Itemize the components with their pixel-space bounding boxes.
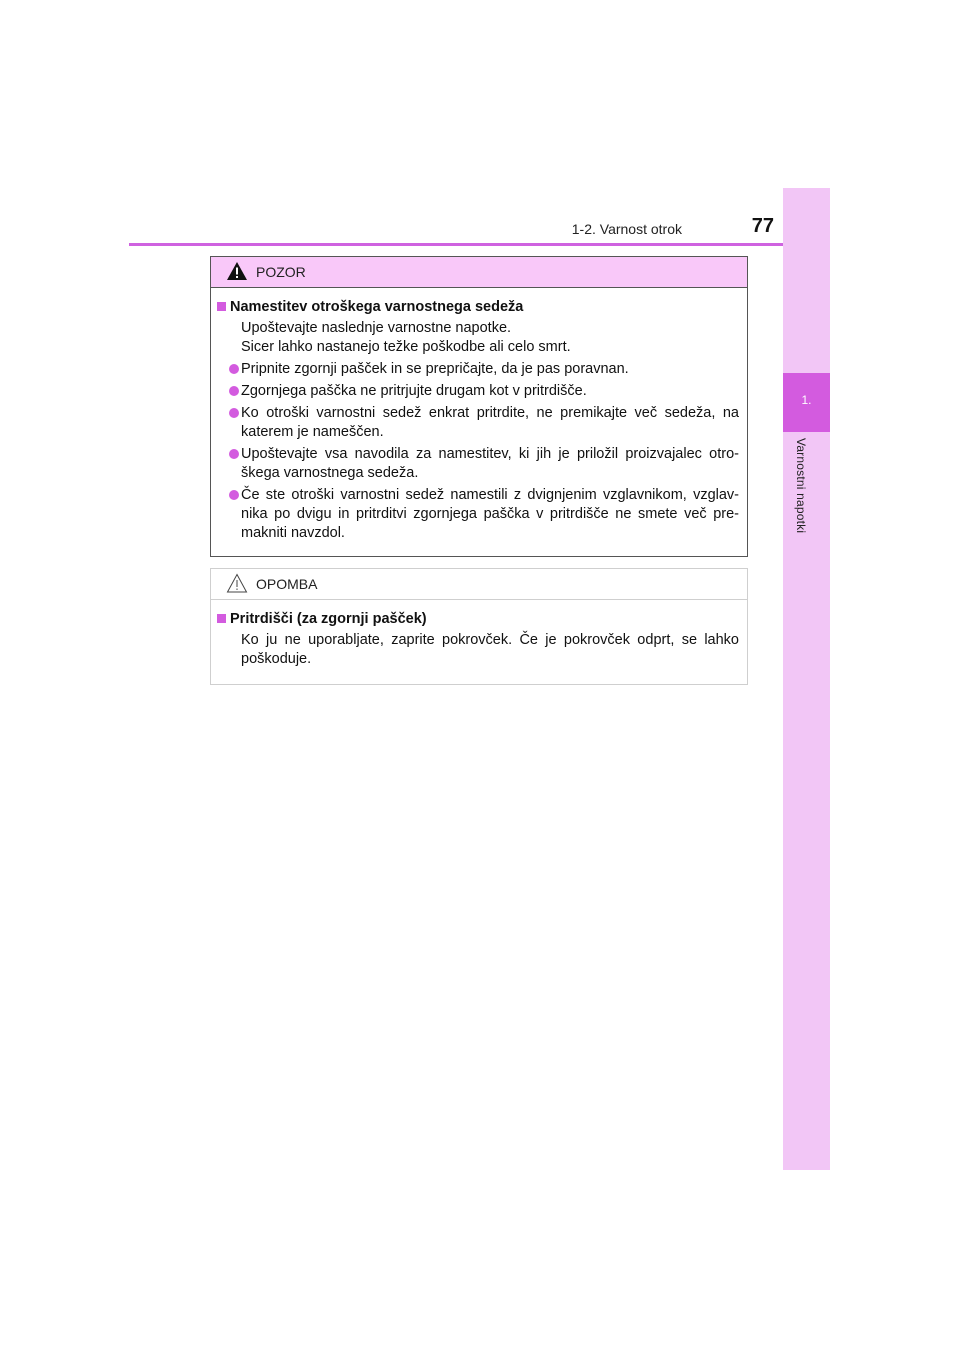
note-body	[211, 600, 747, 669]
caution-intro-1: Upoštevajte naslednje varnostne napotke.	[241, 320, 512, 336]
note-box	[210, 568, 748, 685]
note-heading-text: Pritrdišči (za zgornji pašček)	[230, 611, 427, 627]
chapter-side-tab	[783, 188, 830, 1170]
caution-header	[211, 257, 747, 288]
caution-heading-text: Namestitev otroškega varnostnega sedeža	[230, 299, 524, 315]
caution-heading	[217, 298, 741, 317]
note-text: Ko ju ne uporabljate, zaprite pokrovček. Če je pokrovček odprt, se lahko poškoduje.	[241, 632, 739, 667]
square-bullet-icon	[217, 614, 226, 623]
list-item: Če ste otroški varnostni sedež namestili z dvignjenim vzglavnikom, vzglav-nika po dvigu in pritrditvi zgornjega paščka v pritrdišče ne smete več pre-makniti navzdol.	[217, 486, 741, 543]
header-rule	[129, 243, 830, 246]
caution-intro-2: Sicer lahko nastanejo težke poškodbe ali celo smrt.	[241, 339, 571, 355]
list-item: Zgornjega paščka ne pritrjujte drugam kot v pritrdišče.	[217, 382, 741, 401]
bullet-icon	[229, 490, 239, 500]
caution-box	[210, 256, 748, 557]
bullet-icon	[229, 449, 239, 459]
caution-label: POZOR	[256, 264, 306, 280]
chapter-title: Varnostni napotki	[794, 438, 808, 534]
bullet-icon	[229, 364, 239, 374]
chapter-number: 1.	[801, 393, 812, 407]
section-title: 1-2. Varnost otrok	[571, 221, 682, 237]
note-heading	[217, 610, 741, 629]
bullet-icon	[229, 386, 239, 396]
note-header	[211, 569, 747, 600]
note-label: OPOMBA	[256, 576, 318, 592]
warning-icon	[226, 261, 248, 281]
page-number: 77	[751, 215, 774, 237]
caution-body	[211, 288, 747, 543]
list-item: Ko otroški varnostni sedež enkrat pritrdite, ne premikajte več sedeža, na katerem je nameščen.	[217, 404, 741, 442]
list-item: Pripnite zgornji pašček in se prepričajte, da je pas poravnan.	[217, 360, 741, 379]
square-bullet-icon	[217, 302, 226, 311]
notice-icon	[226, 573, 248, 593]
bullet-icon	[229, 408, 239, 418]
list-item: Upoštevajte vsa navodila za namestitev, ki jih je priložil proizvajalec otro-škega varnostnega sedeža.	[217, 445, 741, 483]
